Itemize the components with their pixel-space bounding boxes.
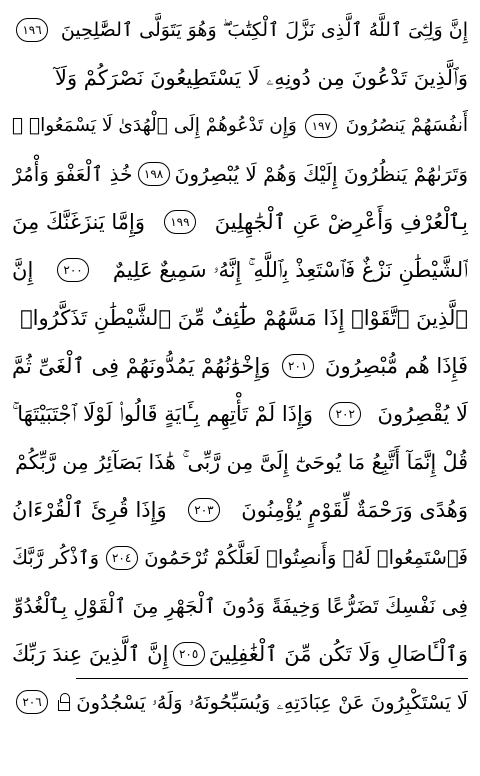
verse-text-segment: قُلْ إِنَّمَآ أَتَّبِعُ مَا يُوحَىٰٓ إِلَىَّ مِن رَّبِّى ۚ هَٰذَا بَصَآئِرُ مِن رَّبِّكُمْ	[15, 450, 468, 474]
text-line-1	[12, 6, 468, 54]
verse-text-segment: أَنفُسَهُمْ يَنصُرُونَ	[345, 115, 468, 136]
text-line-15	[12, 678, 468, 726]
text-line-13	[12, 582, 468, 630]
verse-text-segment: فَإِذَا هُم مُّبْصِرُونَ	[325, 354, 468, 378]
sajdah-icon	[57, 693, 71, 711]
verse-text-segment: خُذِ ٱلْعَفْوَ وَأْمُرْ	[12, 162, 133, 186]
verse-text-segment: إِنَّ	[12, 258, 34, 282]
text-line-10	[12, 438, 468, 486]
text-line-9	[12, 390, 468, 438]
verse-text-segment: وَٱلْـَٔاصَالِ وَلَا تَكُن مِّنَ ٱلْغَٰفِلِينَ	[208, 642, 468, 666]
ayah-number-marker: ٢٠٢	[329, 402, 361, 426]
text-line-2	[12, 54, 468, 102]
verse-text-segment: وَإِخْوَٰنُهُمْ يَمُدُّونَهُمْ فِى ٱلْغَىِّ ثُمَّ	[12, 354, 271, 378]
ayah-number-marker: ٢٠٣	[188, 498, 220, 522]
ayah-number-marker: ٢٠٤	[106, 546, 138, 570]
verse-text-segment: لَا يَسْتَكْبِرُونَ عَنْ عِبَادَتِهِۦ وَيُسَبِّحُونَهُۥ وَلَهُۥ يَسْجُدُونَ	[76, 678, 468, 726]
verse-text-segment: فِى نَفْسِكَ تَضَرُّعًا وَخِيفَةً وَدُونَ ٱلْجَهْرِ مِنَ ٱلْقَوْلِ بِٱلْغُدُوِّ	[13, 594, 468, 618]
verse-text-segment: فَٱسْتَمِعُوا۟ لَهُۥ وَأَنصِتُوا۟ لَعَلَّكُمْ تُرْحَمُونَ	[144, 546, 468, 569]
ayah-number-marker: ١٩٦	[16, 18, 48, 42]
verse-text-segment: إِنَّ ٱلَّذِينَ عِندَ رَبِّكَ	[12, 642, 169, 666]
verse-text-segment: وَإِذَا لَمْ تَأْتِهِم بِـَٔايَةٍ قَالُوا۟ لَوْلَا ٱجْتَبَيْتَهَا ۚ	[12, 402, 314, 426]
verse-text-segment: بِٱلْعُرْفِ وَأَعْرِضْ عَنِ ٱلْجَٰهِلِينَ	[214, 210, 468, 234]
text-line-3	[12, 102, 468, 150]
text-line-12	[12, 534, 468, 582]
verse-text-segment: وَإِذَا قُرِئَ ٱلْقُرْءَانُ	[12, 498, 167, 522]
verse-text-segment: وَهُدًى وَرَحْمَةٌ لِّقَوْمٍ يُؤْمِنُونَ	[241, 498, 468, 522]
text-line-5	[12, 198, 468, 246]
ayah-number-marker: ١٩٩	[164, 210, 196, 234]
verse-text-segment: ٱلشَّيْطَٰنِ نَزْغٌ فَٱسْتَعِذْ بِٱللَّهِ ۚ إِنَّهُۥ سَمِيعٌ عَلِيمٌ	[112, 258, 468, 282]
verse-text-segment: لَا يُقْصِرُونَ	[377, 402, 468, 426]
verse-text-segment: ٱلَّذِينَ ٱتَّقَوْا۟ إِذَا مَسَّهُمْ طَٰٓئِفٌ مِّنَ ٱلشَّيْطَٰنِ تَذَكَّرُوا۟	[20, 306, 468, 330]
ayah-number-marker: ٢٠٦	[16, 690, 48, 714]
text-line-14	[12, 630, 468, 678]
verse-text-segment: وَإِمَّا يَنزَغَنَّكَ مِنَ	[12, 210, 145, 234]
verse-text-segment: وَتَرَىٰهُمْ يَنظُرُونَ إِلَيْكَ وَهُمْ لَا يُبْصِرُونَ	[174, 162, 468, 186]
text-line-7	[12, 294, 468, 342]
ayah-number-marker: ٢٠٥	[173, 642, 205, 666]
ayah-number-marker: ١٩٨	[138, 162, 170, 186]
ayah-number-marker: ٢٠٠	[57, 258, 89, 282]
text-line-6	[12, 246, 468, 294]
verse-text-segment: وَإِن تَدْعُوهُمْ إِلَى ٱلْهُدَىٰ لَا يَسْمَعُوا۟ ۖ	[12, 115, 297, 136]
text-line-8	[12, 342, 468, 390]
text-line-4	[12, 150, 468, 198]
verse-text-segment: وَٱلَّذِينَ تَدْعُونَ مِن دُونِهِۦ لَا يَسْتَطِيعُونَ نَصْرَكُمْ وَلَآ	[55, 66, 468, 90]
verse-text-segment: إِنَّ وَلِـِّۧىَ ٱللَّهُ ٱلَّذِى نَزَّلَ ٱلْكِتَٰبَ ۖ وَهُوَ يَتَوَلَّى ٱلصَّٰلِحِينَ	[60, 19, 468, 41]
ayah-number-marker: ١٩٧	[305, 114, 337, 138]
text-line-11	[12, 486, 468, 534]
ayah-number-marker: ٢٠١	[282, 354, 314, 378]
verse-text-segment: وَٱذْكُر رَّبَّكَ	[12, 546, 100, 569]
